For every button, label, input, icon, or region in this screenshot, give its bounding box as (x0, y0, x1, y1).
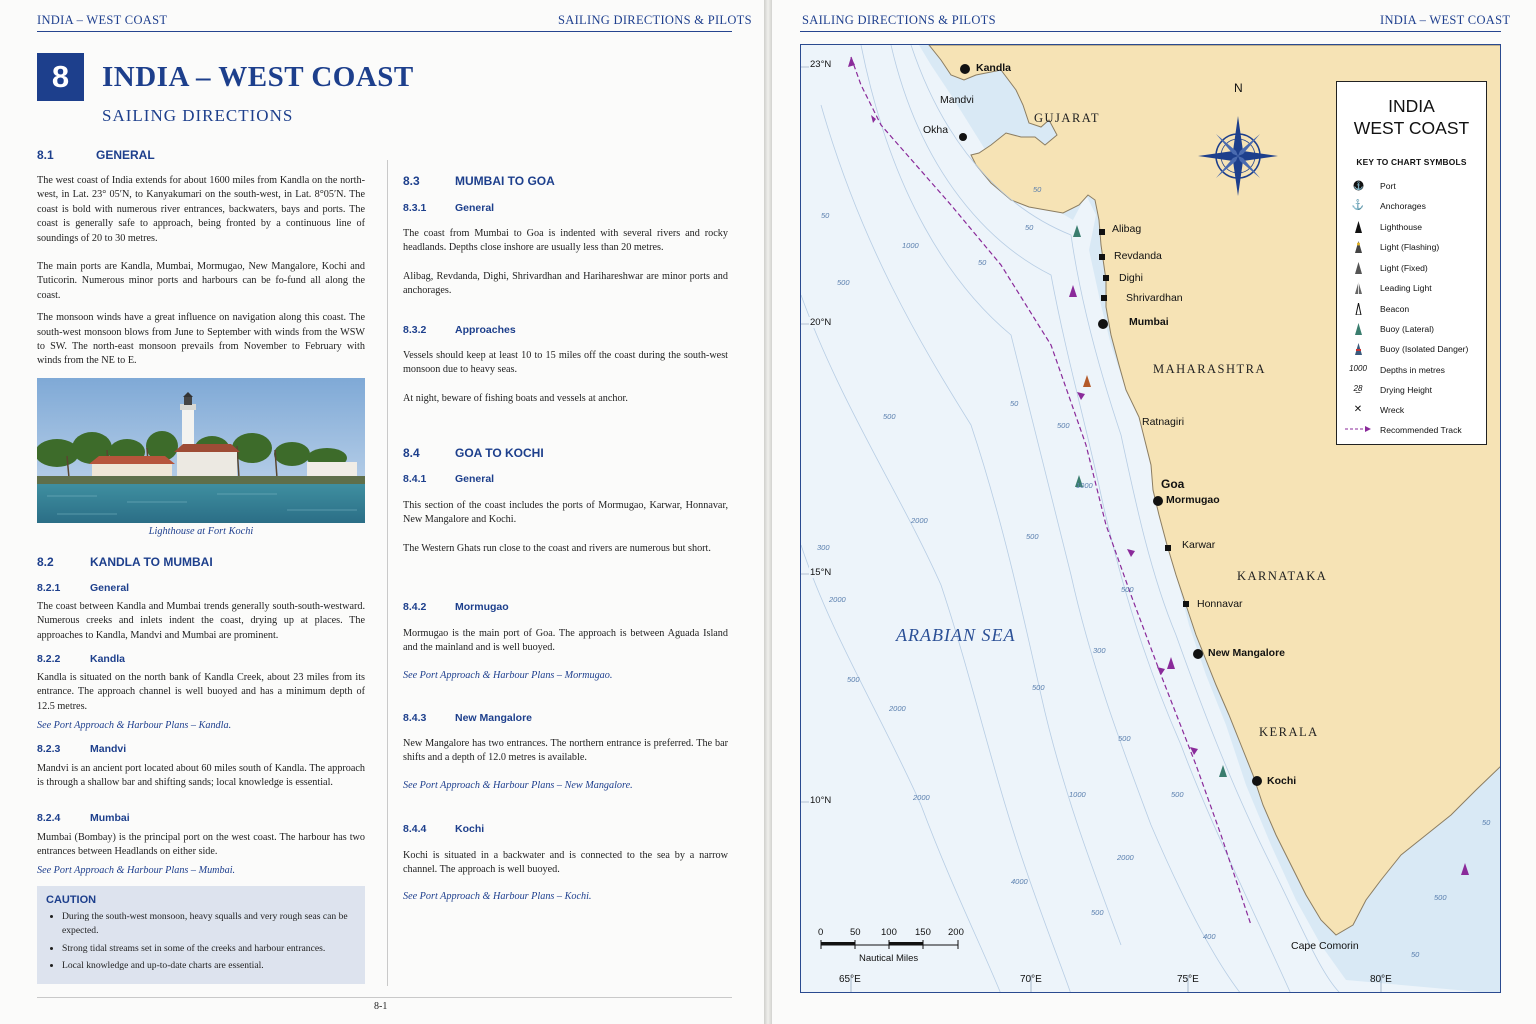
legend-label: Recommended Track (1380, 425, 1462, 435)
legend-row-buoy-lateral (1337, 322, 1486, 338)
section-8-1-title: GENERAL (96, 148, 155, 162)
section-8-2-4-title: Mumbai (90, 812, 130, 824)
section-8-2-1-number: 8.2.1 (37, 582, 61, 594)
depth-sounding: 50 (1411, 950, 1420, 959)
scale-tick-label: 50 (850, 927, 861, 938)
depth-sounding: 500 (1032, 683, 1045, 692)
section-8-3-1-title: General (455, 202, 495, 214)
scale-tick-label: 150 (915, 927, 931, 938)
section-8-1-body (37, 174, 365, 369)
section-8-2-2-number: 8.2.2 (37, 653, 61, 665)
place-revdanda: Revdanda (1114, 250, 1162, 262)
place-dighi: Dighi (1119, 272, 1143, 284)
section-8-2-4-body (37, 831, 365, 860)
section-8-4-2-body (403, 627, 728, 656)
new-mangalore-plan-link[interactable]: See Port Approach & Harbour Plans – New Mangalore. (403, 780, 633, 791)
section-8-4-2-number: 8.4.2 (403, 601, 427, 613)
anchor-icon: ⚓ (1351, 200, 1365, 211)
section-8-2-4-number: 8.2.4 (37, 812, 61, 824)
latitude-label: 10°N (810, 795, 832, 806)
legend-row-leading-light (1337, 281, 1486, 297)
legend-label: Anchorages (1380, 201, 1426, 211)
section-8-4-title: GOA TO KOCHI (455, 446, 544, 460)
caution-list (37, 910, 358, 977)
drying-sample: 2̲8 (1353, 384, 1363, 393)
legend-title-line: INDIA (1388, 96, 1435, 116)
depth-sounding: 50 (1025, 223, 1034, 232)
legend-label: Buoy (Isolated Danger) (1380, 344, 1469, 354)
header-rule (37, 31, 732, 32)
compass-north-label: N (1234, 81, 1243, 95)
section-8-4-1-number: 8.4.1 (403, 473, 427, 485)
depth-sounding: 500 (883, 412, 896, 421)
region-karnataka: KARNATAKA (1237, 569, 1328, 583)
section-8-4-1-body (403, 499, 728, 556)
legend-label: Light (Flashing) (1380, 242, 1440, 252)
depth-sounding: 1000 (902, 241, 919, 250)
depth-sounding: 500 (837, 278, 850, 287)
footer-rule (37, 997, 732, 998)
depth-sounding: 1000 (1069, 790, 1086, 799)
place-kandla: Kandla (976, 62, 1012, 74)
caution-item: • During the south-west monsoon, heavy squalls and very rough seas can be expected. (62, 910, 358, 938)
scale-unit-label: Nautical Miles (859, 953, 919, 964)
section-8-3-1-body (403, 227, 728, 299)
section-8-4-number: 8.4 (403, 446, 420, 460)
buoy-lateral-icon (1349, 323, 1367, 338)
paragraph: The Western Ghats run close to the coast and rivers are numerous but short. (403, 542, 711, 554)
paragraph: The coast between Kandla and Mumbai trends generally south-south-westward. Numerous creeks and inlets indent the coast, drying up at places. The approaches to Kandla, Mandvi and Mumbai are prominent. (37, 601, 365, 641)
nautical-chart[interactable] (800, 44, 1501, 993)
legend-row-lighthouse (1337, 220, 1486, 236)
running-header-left: INDIA – WEST COAST (37, 13, 168, 27)
latitude-label: 15°N (810, 567, 832, 578)
section-8-4-3-number: 8.4.3 (403, 712, 427, 724)
light-flashing-icon (1349, 241, 1367, 256)
section-8-3-1-number: 8.3.1 (403, 202, 427, 214)
depth-sounding: 500 (1057, 421, 1070, 430)
depth-sounding: 2000 (911, 516, 928, 525)
depth-sounding: 2000 (889, 704, 906, 713)
photo-caption: Lighthouse at Fort Kochi (148, 526, 254, 537)
place-karwar: Karwar (1182, 539, 1216, 551)
legend-title-line: WEST COAST (1353, 118, 1470, 138)
longitude-label: 65°E (839, 974, 861, 985)
chapter-title: INDIA – WEST COAST (102, 61, 414, 93)
depth-sounding: 1000 (1076, 481, 1093, 490)
track-line-icon (1345, 424, 1371, 437)
place-mandvi: Mandvi (940, 94, 974, 106)
leading-light-icon (1349, 282, 1367, 297)
column-divider (387, 160, 388, 986)
section-8-3-2-number: 8.3.2 (403, 324, 427, 336)
legend-row-anchorages (1337, 199, 1486, 215)
running-header-right: INDIA – WEST COAST (1380, 13, 1511, 27)
depth-sounding: 50 (1010, 399, 1019, 408)
paragraph: The main ports are Kandla, Mumbai, Mormugao, New Mangalore, Kochi and Tuticorin. Numerous minor ports and harbours can be fo-fund all along the coast. (37, 261, 365, 301)
header-rule (800, 31, 1501, 32)
place-goa: Goa (1161, 477, 1185, 491)
depth-sounding: 500 (847, 675, 860, 684)
light-fixed-icon (1349, 262, 1367, 277)
port-icon (1349, 180, 1367, 194)
depth-sounding: 500 (1026, 532, 1039, 541)
section-8-3-number: 8.3 (403, 174, 420, 188)
section-8-2-3-title: Mandvi (90, 743, 127, 755)
depth-sounding: 50 (1033, 185, 1042, 194)
chapter-subtitle: SAILING DIRECTIONS (102, 106, 294, 125)
kandla-plan-link[interactable]: See Port Approach & Harbour Plans – Kandla. (37, 720, 232, 731)
legend-row-beacon (1337, 302, 1486, 318)
section-8-2-2-title: Kandla (90, 653, 126, 665)
section-8-3-2-body (403, 349, 728, 406)
section-8-2-3-body (37, 762, 365, 791)
wreck-icon: ✕ (1353, 404, 1363, 415)
running-header-right: SAILING DIRECTIONS & PILOTS (558, 13, 752, 27)
paragraph: This section of the coast includes the ports of Mormugao, Karwar, Honnavar, New Mangalore and Kochi. (403, 500, 728, 526)
legend-subtitle: KEY TO CHART SYMBOLS (1356, 157, 1467, 167)
place-honnavar: Honnavar (1197, 598, 1243, 610)
legend-label: Leading Light (1380, 283, 1432, 293)
paragraph: The coast from Mumbai to Goa is indented with several rivers and rocky headlands. Depths close inshore are usually less than 20 metres. (403, 228, 728, 254)
legend-label: Port (1380, 181, 1396, 191)
legend-label: Depths in metres (1380, 365, 1445, 375)
paragraph: At night, beware of fishing boats and vessels at anchor. (403, 392, 628, 404)
section-8-4-1-title: General (455, 473, 495, 485)
place-shrivardhan: Shrivardhan (1126, 292, 1183, 304)
legend-title (1337, 95, 1486, 139)
depth-sounding: 500 (1121, 585, 1134, 594)
paragraph: The west coast of India extends for about 1600 miles from Kandla on the north-west, in Lat. 23° 05′N, to Kanyakumari on the south-west, in Lat. 8°05′N. The coast is bold with numerous river entrances, backwaters, bays and ports. The coast is generally safe to approach, being fronted by a continuous line of soundings of 20 to 30 metres. (37, 175, 365, 244)
book-gutter (764, 0, 772, 1024)
legend-label: Beacon (1380, 304, 1410, 314)
lighthouse-icon (1349, 221, 1367, 236)
scale-tick-label: 100 (881, 927, 897, 938)
mumbai-plan-link[interactable]: See Port Approach & Harbour Plans – Mumbai. (37, 865, 236, 876)
depth-sounding: 400 (1203, 932, 1216, 941)
longitude-label: 80°E (1370, 974, 1392, 985)
legend-row-light-fixed (1337, 261, 1486, 277)
place-okha: Okha (923, 124, 949, 136)
legend-row-light-flashing (1337, 240, 1486, 256)
lighthouse-photo (37, 378, 365, 523)
depth-sounding: 300 (817, 543, 830, 552)
place-alibag: Alibag (1112, 223, 1142, 235)
chart-legend (1336, 81, 1487, 445)
caution-title: CAUTION (46, 894, 97, 906)
longitude-label: 75°E (1177, 974, 1199, 985)
depth-sounding: 300 (1093, 646, 1106, 655)
depth-sounding: 500 (1091, 908, 1104, 917)
depth-sounding: 500 (1118, 734, 1131, 743)
depth-sounding: 2000 (829, 595, 846, 604)
depth-sample: 1000 (1349, 364, 1367, 373)
legend-row-port (1337, 179, 1486, 195)
depth-sounding: 2000 (913, 793, 930, 802)
legend-row-buoy-isolated-danger (1337, 342, 1486, 358)
latitude-label: 23°N (810, 59, 832, 70)
paragraph: Kandla is situated on the north bank of Kandla Creek, about 23 miles from its entrance. The approach channel is well buoyed and has a minimum depth of 12.5 metres. (37, 672, 365, 712)
running-header-left: SAILING DIRECTIONS & PILOTS (802, 13, 996, 27)
section-8-4-4-title: Kochi (455, 823, 485, 835)
paragraph: New Mangalore has two entrances. The northern entrance is preferred. The bar shifts and a depth of 12.0 metres is available. (403, 738, 728, 764)
depth-sounding: 4000 (1011, 877, 1028, 886)
left-page (0, 0, 764, 1024)
depth-sounding: 50 (978, 258, 987, 267)
legend-label: Lighthouse (1380, 222, 1423, 232)
mormugao-plan-link[interactable]: See Port Approach & Harbour Plans – Mormugao. (403, 670, 613, 681)
caution-box (37, 886, 365, 984)
chapter-number-badge: 8 (37, 53, 84, 101)
section-8-4-3-title: New Mangalore (455, 712, 533, 724)
region-kerala: KERALA (1259, 725, 1319, 739)
legend-label: Wreck (1380, 405, 1405, 415)
svg-text:⚓: ⚓ (1353, 181, 1363, 191)
section-8-4-3-body (403, 737, 728, 766)
place-mumbai: Mumbai (1129, 316, 1169, 328)
kochi-plan-link[interactable]: See Port Approach & Harbour Plans – Kochi. (403, 891, 592, 902)
paragraph: Mormugao is the main port of Goa. The approach is between Aguada Island and the mainland and is well buoyed. (403, 628, 728, 654)
place-ratnagiri: Ratnagiri (1142, 416, 1185, 428)
paragraph: Mumbai (Bombay) is the principal port on the west coast. The harbour has two entrances between Headlands on either side. (37, 832, 365, 858)
legend-label: Buoy (Lateral) (1380, 324, 1434, 334)
sea-label: ARABIAN SEA (896, 625, 1016, 645)
legend-row-drying-height (1337, 383, 1486, 399)
section-8-2-1-title: General (90, 582, 130, 594)
depth-sounding: 50 (821, 211, 830, 220)
longitude-label: 70°E (1020, 974, 1042, 985)
section-8-2-title: KANDLA TO MUMBAI (90, 555, 213, 569)
place-mormugao: Mormugao (1166, 494, 1220, 506)
place-new-mangalore: New Mangalore (1208, 647, 1286, 659)
region-gujarat: GUJARAT (1034, 111, 1101, 125)
place-cape-comorin: Cape Comorin (1291, 940, 1359, 952)
caution-item: • Strong tidal streams set in some of the creeks and harbour entrances. (62, 942, 358, 956)
scale-bar (821, 940, 958, 949)
buoy-isolated-danger-icon (1349, 343, 1367, 358)
depth-sounding: 500 (1434, 893, 1447, 902)
section-8-4-4-number: 8.4.4 (403, 823, 427, 835)
beacon-icon (1349, 303, 1367, 318)
paragraph: Mandvi is an ancient port located about 60 miles south of Kandla. The approach is through a shallow bar and shifting sands; local knowledge is essential. (37, 763, 365, 789)
legend-row-wreck (1337, 403, 1486, 419)
section-8-2-1-body (37, 600, 365, 643)
place-kochi: Kochi (1267, 775, 1297, 787)
page-number: 8-1 (374, 1001, 388, 1012)
scale-tick-label: 200 (948, 927, 964, 938)
latitude-label: 20°N (810, 317, 832, 328)
section-8-1-number: 8.1 (37, 148, 54, 162)
depth-sounding: 50 (1482, 818, 1491, 827)
scale-tick-label: 0 (818, 927, 824, 938)
section-8-3-title: MUMBAI TO GOA (455, 174, 555, 188)
legend-label: Light (Fixed) (1380, 263, 1428, 273)
section-8-2-3-number: 8.2.3 (37, 743, 61, 755)
depth-sounding: 2000 (1117, 853, 1134, 862)
section-8-4-2-title: Mormugao (455, 601, 509, 613)
section-8-3-2-title: Approaches (455, 324, 516, 336)
depth-sounding: 500 (1171, 790, 1184, 799)
caution-item: • Local knowledge and up-to-date charts are essential. (62, 959, 358, 973)
paragraph: Vessels should keep at least 10 to 15 miles off the coast during the south-west monsoon due to heavy seas. (403, 350, 728, 376)
section-8-2-number: 8.2 (37, 555, 54, 569)
legend-label: Drying Height (1380, 385, 1433, 395)
right-page (772, 0, 1536, 1024)
section-8-4-4-body (403, 849, 728, 878)
paragraph: Kochi is situated in a backwater and is connected to the sea by a narrow channel. The approach is well buoyed. (403, 850, 728, 876)
legend-row-recommended-track (1337, 423, 1486, 439)
paragraph: The monsoon winds have a great influence on navigation along this coast. The south-west monsoon blows from June to September with winds from the WSW to SW. The north-east monsoon prevails from November to February with winds from the NE to E. (37, 312, 365, 367)
legend-row-depths (1337, 363, 1486, 379)
paragraph: Alibag, Revdanda, Dighi, Shrivardhan and Harihareshwar are minor ports and anchorages. (403, 270, 728, 297)
region-maharashtra: MAHARASHTRA (1153, 362, 1267, 376)
section-8-2-2-body (37, 671, 365, 714)
